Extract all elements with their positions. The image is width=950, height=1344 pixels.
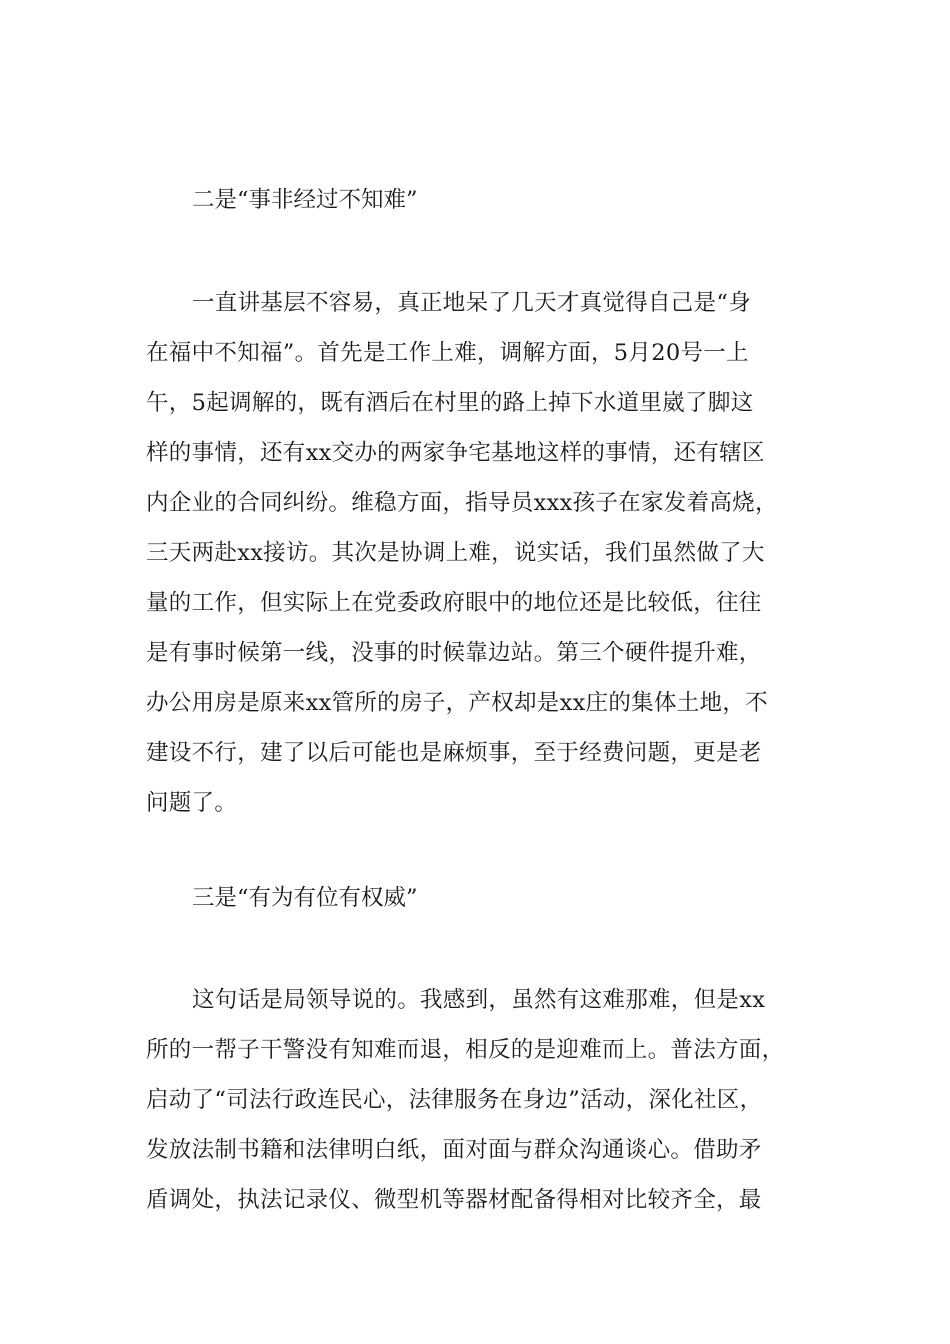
paragraph-line: 盾调处，执法记录仪、微型机等器材配备得相对比较齐全，最: [146, 1187, 762, 1213]
paragraph-line: 午，5起调解的，既有酒后在村里的路上掉下水道里崴了脚这: [146, 390, 754, 416]
paragraph-line: 在福中不知福”。首先是工作上难，调解方面，5月20号一上: [146, 340, 749, 366]
paragraph-line: 建设不行，建了以后可能也是麻烦事，至于经费问题，更是老: [146, 740, 762, 766]
paragraph-line: 办公用房是原来xx管所的房子，产权却是xx庄的集体土地，不: [146, 690, 768, 716]
section-2-paragraph: [146, 278, 836, 828]
section-heading-2: 二是“事非经过不知难”: [192, 187, 418, 213]
section-heading-3: 三是“有为有位有权威”: [192, 885, 418, 911]
paragraph-line: 是有事时候第一线，没事的时候靠边站。第三个硬件提升难，: [146, 640, 762, 666]
paragraph-line: 这句话是局领导说的。我感到，虽然有这难那难，但是xx: [192, 987, 766, 1013]
paragraph-line: 一直讲基层不容易，真正地呆了几天才真觉得自己是“身: [192, 290, 752, 316]
paragraph-line: 启动了“司法行政连民心，法律服务在身边”活动，深化社区，: [146, 1087, 763, 1113]
paragraph-line: 所的一帮子干警没有知难而退，相反的是迎难而上。普法方面，: [146, 1037, 785, 1063]
paragraph-line: 问题了。: [146, 790, 238, 816]
paragraph-line: 发放法制书籍和法律明白纸，面对面与群众沟通谈心。借助矛: [146, 1137, 762, 1163]
paragraph-line: 三天两赴xx接访。其次是协调上难，说实话，我们虽然做了大: [146, 540, 765, 566]
section-3-paragraph: [146, 975, 836, 1225]
paragraph-line: 量的工作，但实际上在党委政府眼中的地位还是比较低，往往: [146, 590, 762, 616]
paragraph-line: 样的事情，还有xx交办的两家争宅基地这样的事情，还有辖区: [146, 440, 765, 466]
paragraph-line: 内企业的合同纠纷。维稳方面，指导员xxx孩子在家发着高烧，: [146, 490, 778, 516]
